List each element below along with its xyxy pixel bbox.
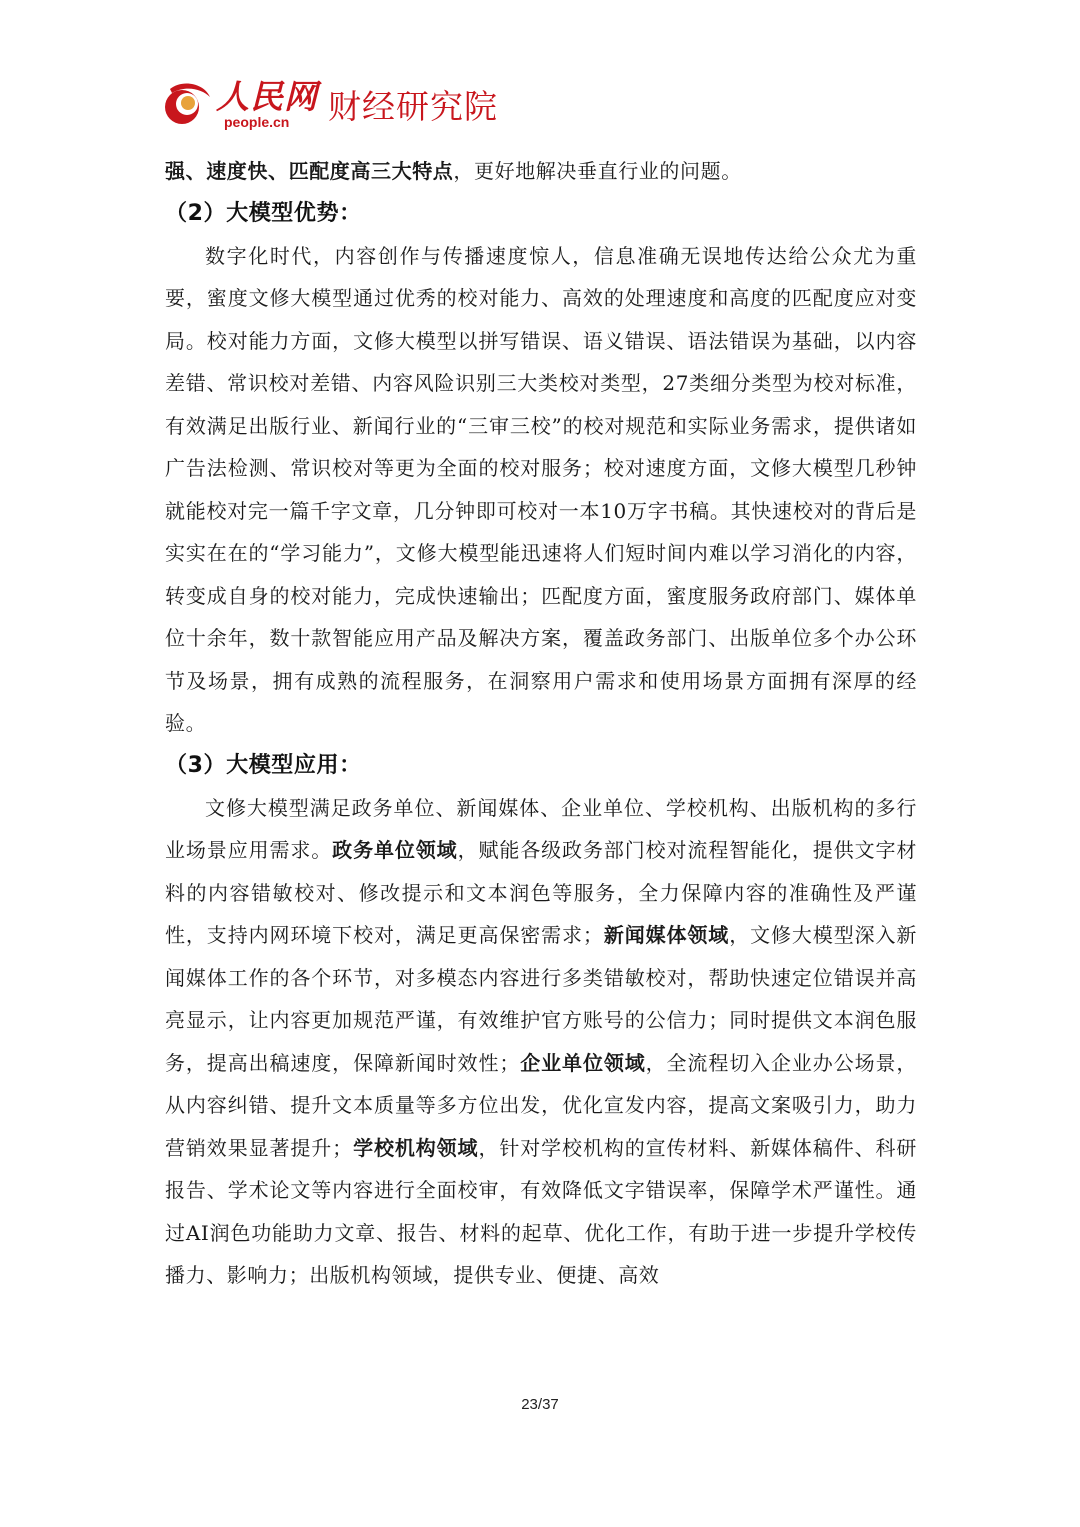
applications-intro: 文修大模型满足政务单位、新闻媒体、企业单位、学校机构、出版机构的多行业场景应用需求。 [165, 795, 917, 862]
applications-paragraph [165, 787, 917, 1297]
brand-lockup [216, 76, 318, 130]
page-number: 23/37 [521, 1396, 559, 1413]
gov-domain-text: ，赋能各级政务部门校对流程智能化，提供文字材料的内容错敏校对、修改提示和文本润色等服务，全力保障内容的准确性及严谨性，支持内网环境下校对，满足更高保密需求； [165, 838, 917, 947]
enterprise-domain-text: ，全流程切入企业办公场景，从内容纠错、提升文本质量等多方位出发，优化宣发内容，提高文案吸引力，助力营销效果显著提升； [165, 1050, 917, 1160]
intro-paragraph [165, 150, 917, 193]
people-cn-logo-icon [160, 81, 212, 127]
school-domain-text: ，针对学校机构的宣传材料、新媒体稿件、科研报告、学术论文等内容进行全面校审，有效降低文字错误率，保障学术严谨性。通过AI润色功能助力文章、报告、材料的起草、优化工作，有助于进一步提升学校传播力、影响力；出版机构领域，提供专业、便捷、高效 [165, 1135, 917, 1287]
news-domain-label: 新闻媒体领域 [603, 923, 730, 947]
brand-name-cn: 人民网 [216, 76, 318, 116]
news-domain-text: ，文修大模型深入新闻媒体工作的各个环节，对多模态内容进行多类错敏校对，帮助快速定位错误并高亮显示，让内容更加规范严谨，有效维护官方账号的公信力；同时提供文本润色服务，提高出稿速度，保障新闻时效性； [165, 923, 917, 1075]
enterprise-domain-label: 企业单位领域 [519, 1050, 646, 1075]
intro-bold-text: 强、速度快、匹配度高三大特点 [165, 159, 454, 183]
gov-domain-label: 政务单位领域 [332, 838, 458, 862]
report-header [160, 76, 498, 132]
section-heading-advantages: （2）大模型优势： [165, 200, 362, 226]
page-body [165, 150, 917, 1297]
school-domain-label: 学校机构领域 [352, 1135, 479, 1160]
advantages-paragraph: 数字化时代，内容创作与传播速度惊人，信息准确无误地传达给公众尤为重要，蜜度文修大模型通过优秀的校对能力、高效的处理速度和高度的匹配度应对变局。校对能力方面，文修大模型以拼写错误、语义错误、语法错误为基础，以内容差错、常识校对差错、内容风险识别三大类校对类型，27类细分类型为校对标准，有效满足出版行业、新闻行业的“三审三校”的校对规范和实际业务需求，提供诸如广告法检测、常识校对等更为全面的校对服务；校对速度方面，文修大模型几秒钟就能校对完一篇千字文章，几分钟即可校对一本10万字书稿。其快速校对的背后是实实在在的“学习能力”，文修大模型能迅速将人们短时间内难以学习消化的内容，转变成自身的校对能力，完成快速输出；匹配度方面，蜜度服务政府部门、媒体单位十余年，数十款智能应用产品及解决方案，覆盖政务部门、出版单位多个办公环节及场景，拥有成熟的流程服务，在洞察用户需求和使用场景方面拥有深厚的经验。 [165, 243, 917, 735]
section-heading-applications: （3）大模型应用： [165, 752, 362, 778]
institute-name: 财经研究院 [328, 86, 498, 126]
intro-text: ，更好地解决垂直行业的问题。 [453, 159, 742, 183]
brand-name-en: people.cn [224, 113, 290, 130]
